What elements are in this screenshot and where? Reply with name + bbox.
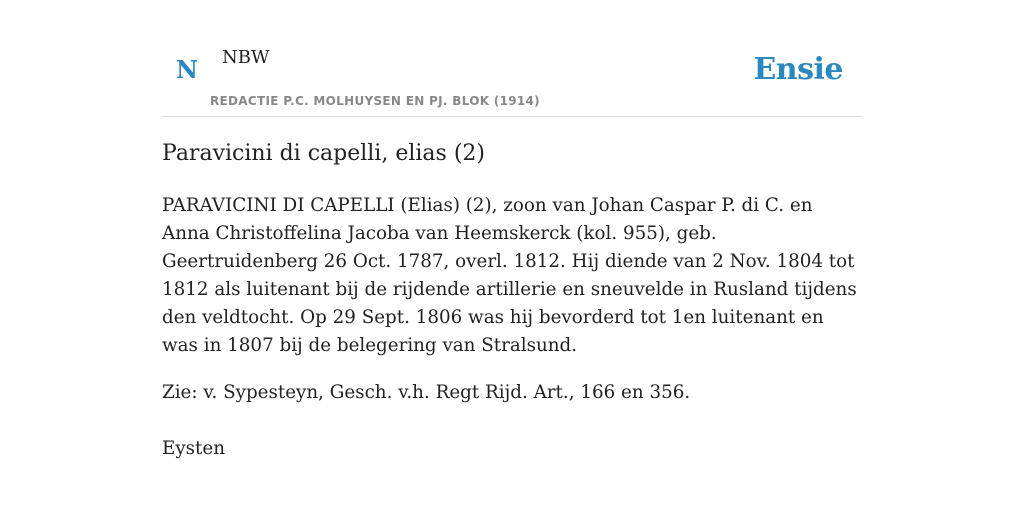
page-header — [162, 0, 862, 117]
article-body: PARAVICINI DI CAPELLI (Elias) (2), zoon van Johan Caspar P. di C. en Anna Christoffelina Jacoba van Heemskerck (kol. 955), geb. Geertruidenberg 26 Oct. 1787, overl. 1812. Hij diende van 2 Nov. 1804 tot 1812 als luitenant bij de rijdende artillerie en sneuvelde in Rusland tijdens den veldtocht. Op 29 Sept. 1806 was hij bevorderd tot 1en luitenant en was in 1807 bij de belegering van Stralsund. — [162, 195, 857, 356]
source-name[interactable]: NBW — [222, 47, 270, 68]
article — [162, 138, 862, 463]
article-author: Eysten — [162, 438, 225, 459]
source-logo[interactable]: N — [176, 55, 198, 84]
article-reference: Zie: v. Sypesteyn, Gesch. v.h. Regt Rijd. Art., 166 en 356. — [162, 382, 691, 403]
brand-logo[interactable]: Ensie — [753, 52, 843, 87]
article-title: Paravicini di capelli, elias (2) — [162, 141, 485, 166]
source-editors: REDACTIE P.C. MOLHUYSEN EN PJ. BLOK (1914) — [210, 94, 540, 108]
